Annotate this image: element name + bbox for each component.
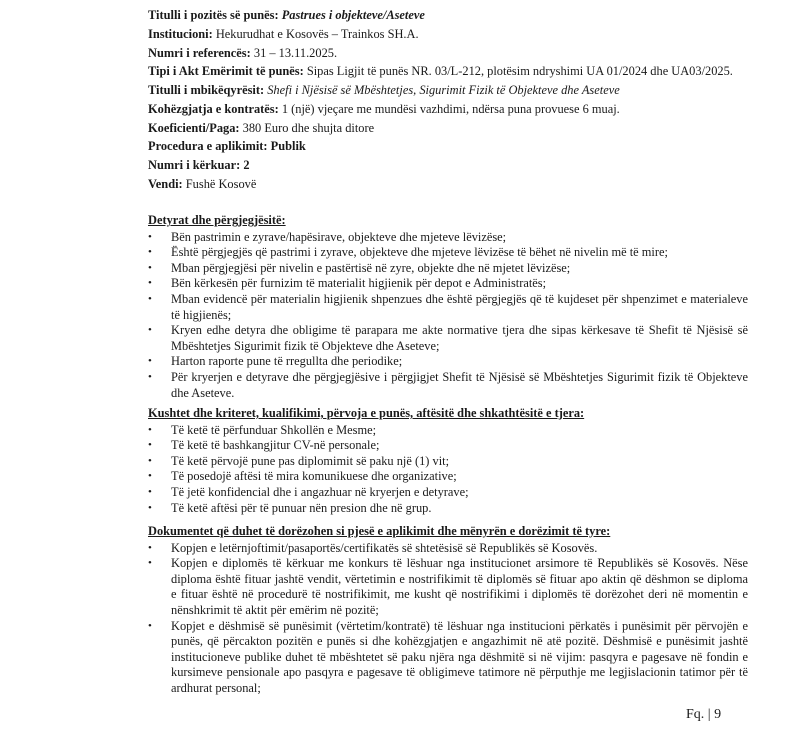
field-label: Vendi: — [148, 177, 183, 192]
field-label: Titulli i mbikëqyrësit: — [148, 83, 265, 98]
list-item: • Të ketë përvojë pune pas diplomimit së paku një (1) vit; — [148, 454, 748, 470]
appointment-act-value: Sipas Ligjit të punës NR. 03/L-212, plotësim ndryshimi UA 01/2024 dhe UA03/2025. — [306, 64, 733, 79]
position-title-line — [148, 8, 748, 24]
documents-list — [148, 541, 748, 697]
list-item: • Mban evidencë për materialin higjienik shpenzues dhe është përgjegjës që të kujdeset për shpenzimet e materialeve të higjienës; — [148, 292, 748, 323]
list-item: • Kopjet e dëshmisë së punësimit (vërtetim/kontratë) të lëshuar nga institucioni përkatës i punësimit për përvojën e punës, që përcakton pozitën e punës si dhe kohëzgjatjen e angazhimit në atë pozitë. Dëshmisë e punësimit jashtë institucioneve publike duhet të mbështetet së paku njëra nga dëshmitë si në vijim: pasqyra e pagesave në fondin e kursimeve pensionale apo pasqyra e pagesave të obligimeve tatimore në përputhje me legjislacionin tatimor për të ardhurat personal; — [148, 619, 748, 697]
page-number: Fq. | 9 — [686, 707, 722, 722]
positions-count-value: 2 — [243, 158, 250, 173]
requirements-section — [148, 406, 748, 516]
list-item: • Mban përgjegjësi për nivelin e pastërtisë në zyre, objekte dhe në mjetet lëvizëse; — [148, 261, 748, 277]
field-label: Tipi i Akt Emërimit të punës: — [148, 64, 304, 79]
list-item: • Të jetë konfidencial dhe i angazhuar në kryerjen e detyrave; — [148, 485, 748, 501]
salary-line — [148, 121, 748, 137]
salary-value: 380 Euro dhe shujta ditore — [242, 120, 375, 135]
list-item: • Harton raporte pune të rregullta dhe periodike; — [148, 354, 748, 370]
supervisor-line — [148, 83, 748, 99]
field-label: Numri i referencës: — [148, 45, 251, 60]
institution-value: Hekurudhat e Kosovës – Trainkos SH.A. — [215, 26, 419, 41]
list-item: • Të ketë të përfunduar Shkollën e Mesme; — [148, 423, 748, 439]
contract-duration-line — [148, 102, 748, 118]
position-title-value: Pastrues i objekteve/Aseteve — [281, 8, 425, 22]
field-label: Titulli i pozitës së punës: — [148, 8, 279, 22]
field-label: Kohëzgjatja e kontratës: — [148, 101, 279, 116]
field-label: Numri i kërkuar: — [148, 158, 241, 173]
documents-heading: Dokumentet që duhet të dorëzohen si pjesë e aplikimit dhe mënyrën e dorëzimit të tyre: — [148, 524, 611, 538]
field-label: Institucioni: — [148, 26, 213, 41]
list-item: • Të posedojë aftësi të mira komunikuese dhe organizative; — [148, 469, 748, 485]
positions-count-line — [148, 158, 748, 174]
procedure-value: Publik — [270, 139, 306, 154]
list-item: • Kopjen e letërnjoftimit/pasaportës/certifikatës së shtetësisë së Republikës së Kosovës. — [148, 541, 748, 557]
duties-heading: Detyrat dhe përgjegjësitë: — [148, 213, 286, 227]
documents-section — [148, 524, 748, 697]
list-item: • Të ketë aftësi për të punuar nën presion dhe në grup. — [148, 501, 748, 517]
appointment-act-line — [148, 64, 748, 80]
contract-duration-value: 1 (një) vjeçare me mundësi vazhdimi, ndërsa puna provuese 6 muaj. — [281, 101, 620, 116]
field-label: Koeficienti/Paga: — [148, 120, 240, 135]
institution-line — [148, 27, 748, 43]
location-value: Fushë Kosovë — [185, 177, 257, 192]
requirements-heading: Kushtet dhe kriteret, kualifikimi, përvoja e punës, aftësitë dhe shkathtësitë e tjera: — [148, 406, 585, 420]
reference-value: 31 – 13.11.2025. — [253, 45, 338, 60]
duties-section — [148, 213, 748, 401]
requirements-list — [148, 423, 748, 517]
list-item: • Është përgjegjës që pastrimi i zyrave, objekteve dhe mjeteve lëvizëse të bëhet në nivelin më të mire; — [148, 245, 748, 261]
duties-list — [148, 230, 748, 402]
procedure-line — [148, 139, 748, 155]
list-item: • Kopjen e diplomës të kërkuar me konkurs të lëshuar nga institucionet arsimore të Republikës së Kosovës. Nëse diploma është fituar jashtë vendit, vërtetimin e nostrifikimit të diplomës së fituar apo aktin që dëshmon se diploma e fituar është në procedurë të nostrifikimit, me kusht që nostrifikimi i diplomës të dorëzohet deri në momentin e nënshkrimit të aktit për emërim në pozitë; — [148, 556, 748, 618]
location-line — [148, 177, 748, 193]
job-header — [148, 8, 748, 196]
supervisor-value: Shefi i Njësisë së Mbështetjes, Sigurimit Fizik të Objekteve dhe Aseteve — [267, 83, 620, 98]
list-item: • Të ketë të bashkangjitur CV-në personale; — [148, 438, 748, 454]
reference-line — [148, 46, 748, 62]
list-item: • Për kryerjen e detyrave dhe përgjegjësive i përgjigjet Shefit të Njësisë së Mbështetjes Sigurimit fizik të Objekteve dhe Aseteve. — [148, 370, 748, 401]
list-item: • Kryen edhe detyra dhe obligime të parapara me akte normative tjera dhe sipas kërkesave të Shefit të Njësisë së Mbështetjes Sigurimit fizik të Objekteve dhe Aseteve; — [148, 323, 748, 354]
list-item: • Bën kërkesën për furnizim të materialit higjienik për depot e Administratës; — [148, 276, 748, 292]
list-item: • Bën pastrimin e zyrave/hapësirave, objekteve dhe mjeteve lëvizëse; — [148, 230, 748, 246]
field-label: Procedura e aplikimit: — [148, 139, 268, 154]
